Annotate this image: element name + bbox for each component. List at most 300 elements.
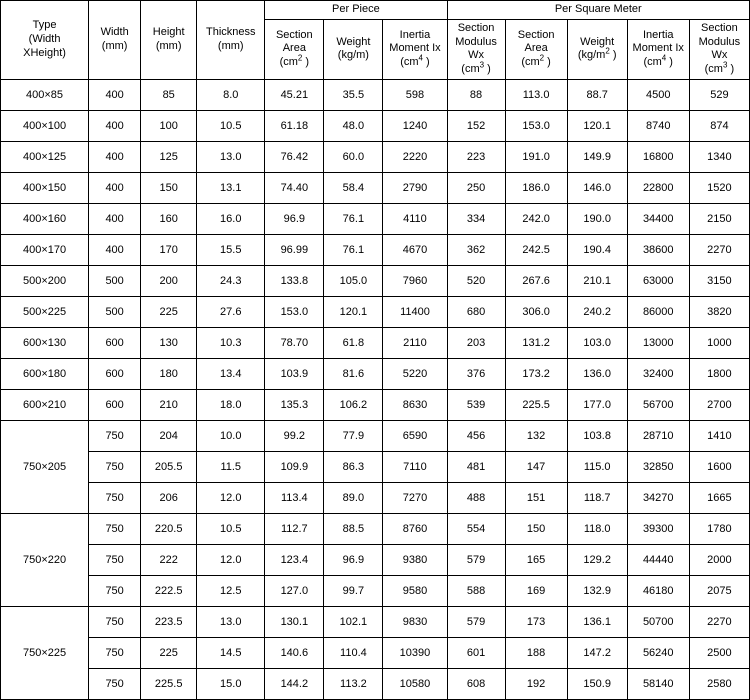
cell-sm-section-modulus: 874 [689,110,749,141]
cell-pp-section-modulus: 456 [447,420,505,451]
pp-area-line2: Area [282,42,306,55]
cell-pp-section-modulus: 579 [447,606,505,637]
cell-type: 400×100 [1,110,89,141]
cell-height: 200 [141,265,197,296]
cell-type: 400×150 [1,172,89,203]
cell-thickness: 10.3 [197,327,265,358]
cell-sm-inertia-moment: 50700 [627,606,689,637]
cell-pp-section-modulus: 203 [447,327,505,358]
cell-type: 400×160 [1,203,89,234]
table-row [1,606,750,637]
sm-weight-unit-text: (kg/m [577,49,606,62]
cell-height: 220.5 [141,513,197,544]
column-header-sm-weight [567,19,627,79]
pp-ix-unit-end: ) [422,56,430,69]
cell-height: 206 [141,482,197,513]
cell-sm-weight: 190.4 [567,234,627,265]
cell-pp-weight: 105.0 [324,265,383,296]
cell-sm-section-area: 191.0 [505,141,567,172]
cell-pp-section-modulus: 488 [447,482,505,513]
cell-thickness: 27.6 [197,296,265,327]
pp-area-unit-end: ) [302,56,310,69]
cell-sm-inertia-moment: 34400 [627,203,689,234]
cell-sm-inertia-moment: 8740 [627,110,689,141]
table-row [1,172,750,203]
cell-pp-section-area: 140.6 [265,637,324,668]
cell-pp-weight: 120.1 [324,296,383,327]
cell-sm-weight: 136.0 [567,358,627,389]
cell-sm-section-modulus: 1410 [689,420,749,451]
cell-sm-section-area: 188 [505,637,567,668]
cell-width: 750 [89,544,141,575]
sm-area-unit-text: (cm [521,56,540,69]
cell-width: 750 [89,668,141,699]
cell-thickness: 10.0 [197,420,265,451]
cell-sm-section-modulus: 1800 [689,358,749,389]
cell-sm-weight: 150.9 [567,668,627,699]
cell-pp-section-modulus: 250 [447,172,505,203]
cell-sm-section-area: 186.0 [505,172,567,203]
cell-pp-inertia-moment: 7960 [383,265,447,296]
thickness-label: Thickness [205,26,256,39]
width-label: Width [100,26,129,39]
sm-wx-unit-end: ) [727,63,735,75]
sm-ix-line1: Inertia [642,28,674,41]
cell-pp-inertia-moment: 7270 [383,482,447,513]
cell-sm-section-modulus: 1340 [689,141,749,172]
cell-pp-inertia-moment: 5220 [383,358,447,389]
cell-pp-weight: 106.2 [324,389,383,420]
cell-pp-weight: 61.8 [324,327,383,358]
cell-height: 160 [141,203,197,234]
cell-thickness: 10.5 [197,513,265,544]
cell-pp-inertia-moment: 6590 [383,420,447,451]
cell-pp-weight: 102.1 [324,606,383,637]
cell-sm-section-modulus: 3150 [689,265,749,296]
cell-pp-inertia-moment: 9580 [383,575,447,606]
type-line-3: XHeight) [23,46,66,59]
cell-height: 85 [141,79,197,110]
cell-height: 204 [141,420,197,451]
cell-pp-section-modulus: 539 [447,389,505,420]
cell-sm-inertia-moment: 22800 [627,172,689,203]
pp-weight-line1: Weight [336,35,371,48]
ppwx-line2: Modulus Wx [455,35,497,62]
pp-ix-line1: Inertia [399,28,431,41]
cell-width: 500 [89,265,141,296]
cell-width: 750 [89,451,141,482]
table-row [1,668,750,699]
cell-pp-weight: 58.4 [324,172,383,203]
cell-thickness: 13.4 [197,358,265,389]
sm-wx-line2: Modulus Wx [698,35,741,62]
cell-pp-section-modulus: 520 [447,265,505,296]
cell-width: 400 [89,141,141,172]
cell-pp-inertia-moment: 4670 [383,234,447,265]
cell-sm-inertia-moment: 28710 [627,420,689,451]
cell-width: 600 [89,358,141,389]
cell-pp-section-area: 109.9 [265,451,324,482]
cell-sm-weight: 103.8 [567,420,627,451]
ppwx-unit-end: ) [484,63,491,75]
cell-sm-section-area: 225.5 [505,389,567,420]
cell-sm-section-area: 150 [505,513,567,544]
cell-thickness: 8.0 [197,79,265,110]
sm-wx-unit-text: (cm [704,63,723,75]
cell-sm-section-modulus: 2000 [689,544,749,575]
cell-sm-section-area: 169 [505,575,567,606]
cell-pp-section-area: 96.9 [265,203,324,234]
cell-pp-inertia-moment: 4110 [383,203,447,234]
cell-pp-weight: 89.0 [324,482,383,513]
cell-pp-section-area: 74.40 [265,172,324,203]
sm-area-line2: Area [524,42,548,55]
column-header-thickness [197,1,265,80]
cell-pp-weight: 110.4 [324,637,383,668]
cell-sm-weight: 88.7 [567,79,627,110]
pp-ix-unit-sup: 4 [418,53,423,63]
cell-sm-inertia-moment: 58140 [627,668,689,699]
cell-sm-inertia-moment: 46180 [627,575,689,606]
cell-sm-section-area: 147 [505,451,567,482]
cell-pp-section-area: 135.3 [265,389,324,420]
column-header-pp-inertia-moment [383,19,447,79]
sm-area-unit [507,53,566,70]
cell-pp-weight: 76.1 [324,203,383,234]
cell-sm-weight: 118.0 [567,513,627,544]
cell-pp-section-area: 78.70 [265,327,324,358]
column-header-pp-section-area [265,19,324,79]
table-row [1,637,750,668]
cell-sm-section-modulus: 2500 [689,637,749,668]
cell-sm-inertia-moment: 34270 [627,482,689,513]
cell-thickness: 13.0 [197,141,265,172]
cell-pp-section-area: 144.2 [265,668,324,699]
cell-width: 750 [89,575,141,606]
table-row [1,544,750,575]
cell-pp-weight: 48.0 [324,110,383,141]
group-header-per-piece: Per Piece [265,1,447,20]
cell-sm-section-modulus: 2150 [689,203,749,234]
cell-pp-weight: 96.9 [324,544,383,575]
cell-width: 500 [89,296,141,327]
sm-ix-unit [629,53,688,70]
cell-sm-section-area: 267.6 [505,265,567,296]
cell-sm-section-modulus: 2075 [689,575,749,606]
cell-pp-weight: 113.2 [324,668,383,699]
cell-sm-weight: 190.0 [567,203,627,234]
cell-width: 750 [89,513,141,544]
table-header [1,1,750,80]
ppwx-line1: Section [457,21,495,34]
cell-sm-section-area: 132 [505,420,567,451]
cell-sm-inertia-moment: 56240 [627,637,689,668]
cell-pp-section-modulus: 152 [447,110,505,141]
cell-thickness: 15.0 [197,668,265,699]
column-header-sm-section-modulus [689,19,749,79]
sm-weight-unit-end: ) [609,49,617,62]
column-header-sm-section-area [505,19,567,79]
table-row [1,513,750,544]
sm-area-line1: Section [517,28,555,41]
cell-pp-section-area: 153.0 [265,296,324,327]
cell-height: 130 [141,327,197,358]
cell-height: 210 [141,389,197,420]
cell-sm-weight: 115.0 [567,451,627,482]
pp-ix-unit-text: (cm [400,56,419,69]
cell-sm-inertia-moment: 44440 [627,544,689,575]
table-row [1,234,750,265]
cell-height: 205.5 [141,451,197,482]
table-row [1,296,750,327]
cell-sm-section-modulus: 1665 [689,482,749,513]
cell-thickness: 24.3 [197,265,265,296]
sm-ix-line2: Moment Ix [632,42,684,55]
column-header-pp-weight [324,19,383,79]
group-header-per-square-meter: Per Square Meter [447,1,749,20]
cell-pp-inertia-moment: 8760 [383,513,447,544]
pp-area-line1: Section [275,28,313,41]
cell-pp-section-area: 133.8 [265,265,324,296]
cell-height: 225 [141,296,197,327]
cell-sm-weight: 136.1 [567,606,627,637]
cell-height: 170 [141,234,197,265]
cell-pp-weight: 86.3 [324,451,383,482]
cell-sm-section-modulus: 529 [689,79,749,110]
cell-type: 600×210 [1,389,89,420]
cell-height: 225.5 [141,668,197,699]
cell-type: 500×200 [1,265,89,296]
column-header-pp-section-modulus [447,19,505,79]
pp-weight-unit-text: (kg/m) [337,49,369,62]
cell-sm-section-modulus: 1780 [689,513,749,544]
cell-sm-weight: 147.2 [567,637,627,668]
table-row [1,420,750,451]
cell-sm-weight: 129.2 [567,544,627,575]
pp-area-unit [266,53,322,70]
cell-type: 750×205 [1,420,89,513]
cell-pp-inertia-moment: 2220 [383,141,447,172]
cell-pp-section-modulus: 376 [447,358,505,389]
cell-sm-section-modulus: 2700 [689,389,749,420]
column-header-width [89,1,141,80]
table-row [1,451,750,482]
cell-sm-weight: 240.2 [567,296,627,327]
cell-width: 400 [89,234,141,265]
cell-sm-weight: 103.0 [567,327,627,358]
cell-thickness: 14.5 [197,637,265,668]
cell-type: 600×180 [1,358,89,389]
cell-pp-inertia-moment: 7110 [383,451,447,482]
cell-height: 222.5 [141,575,197,606]
type-line-1: Type [32,19,57,32]
sm-wx-line1: Section [701,21,738,34]
table-row [1,482,750,513]
table-row [1,575,750,606]
cell-width: 750 [89,420,141,451]
pp-area-unit-text: (cm [279,56,298,69]
width-unit: (mm) [101,39,128,52]
cell-sm-section-modulus: 2270 [689,606,749,637]
height-unit: (mm) [155,39,182,52]
cell-pp-inertia-moment: 8630 [383,389,447,420]
cell-sm-inertia-moment: 32850 [627,451,689,482]
cell-pp-inertia-moment: 10390 [383,637,447,668]
table-row [1,79,750,110]
cell-thickness: 13.1 [197,172,265,203]
cell-sm-section-area: 131.2 [505,327,567,358]
cell-sm-section-modulus: 2270 [689,234,749,265]
cell-pp-inertia-moment: 1240 [383,110,447,141]
cell-thickness: 12.0 [197,544,265,575]
cell-sm-inertia-moment: 63000 [627,265,689,296]
cell-sm-weight: 210.1 [567,265,627,296]
cell-pp-section-area: 112.7 [265,513,324,544]
sm-weight-unit [569,46,626,63]
cell-pp-section-modulus: 334 [447,203,505,234]
cell-width: 400 [89,110,141,141]
cell-sm-section-area: 192 [505,668,567,699]
cell-pp-inertia-moment: 598 [383,79,447,110]
cell-type: 500×225 [1,296,89,327]
cell-sm-weight: 177.0 [567,389,627,420]
cell-pp-section-area: 76.42 [265,141,324,172]
cell-pp-section-modulus: 554 [447,513,505,544]
cell-pp-section-area: 130.1 [265,606,324,637]
pp-ix-unit [384,53,445,70]
cell-height: 225 [141,637,197,668]
cell-height: 223.5 [141,606,197,637]
cell-width: 750 [89,482,141,513]
cell-height: 150 [141,172,197,203]
cell-sm-inertia-moment: 16800 [627,141,689,172]
cell-thickness: 10.5 [197,110,265,141]
cell-pp-section-area: 103.9 [265,358,324,389]
table-row [1,389,750,420]
ppwx-unit [449,60,504,77]
cell-pp-section-modulus: 608 [447,668,505,699]
cell-thickness: 13.0 [197,606,265,637]
cell-sm-section-area: 151 [505,482,567,513]
cell-sm-inertia-moment: 86000 [627,296,689,327]
cell-pp-section-modulus: 579 [447,544,505,575]
cell-pp-inertia-moment: 9830 [383,606,447,637]
cell-height: 100 [141,110,197,141]
cell-type: 400×170 [1,234,89,265]
cell-sm-weight: 120.1 [567,110,627,141]
cell-width: 600 [89,389,141,420]
cell-sm-weight: 149.9 [567,141,627,172]
cell-pp-section-area: 96.99 [265,234,324,265]
cell-pp-weight: 76.1 [324,234,383,265]
cell-sm-section-modulus: 1600 [689,451,749,482]
cell-pp-weight: 99.7 [324,575,383,606]
cell-pp-weight: 81.6 [324,358,383,389]
column-header-type [1,1,89,80]
cell-sm-inertia-moment: 56700 [627,389,689,420]
cell-pp-inertia-moment: 9380 [383,544,447,575]
table-body [1,79,750,699]
cell-pp-inertia-moment: 2110 [383,327,447,358]
cell-pp-section-area: 123.4 [265,544,324,575]
column-header-height [141,1,197,80]
pp-weight-unit [325,49,381,63]
cell-sm-section-modulus: 1520 [689,172,749,203]
cell-thickness: 18.0 [197,389,265,420]
cell-type: 600×130 [1,327,89,358]
cell-pp-inertia-moment: 10580 [383,668,447,699]
cell-type: 750×220 [1,513,89,606]
cell-sm-section-area: 153.0 [505,110,567,141]
cell-sm-section-modulus: 3820 [689,296,749,327]
type-line-2: (Width [28,33,61,45]
cell-sm-inertia-moment: 4500 [627,79,689,110]
column-header-sm-inertia-moment [627,19,689,79]
cell-pp-weight: 35.5 [324,79,383,110]
header-row-top [1,1,750,20]
pp-area-unit-sup: 2 [297,53,303,63]
cell-width: 750 [89,637,141,668]
cell-pp-weight: 77.9 [324,420,383,451]
sm-area-unit-sup: 2 [539,53,545,63]
pp-ix-line2: Moment Ix [389,42,441,55]
cell-sm-inertia-moment: 39300 [627,513,689,544]
sm-ix-unit-end: ) [666,56,673,69]
table-row [1,327,750,358]
table-row [1,358,750,389]
cell-sm-inertia-moment: 38600 [627,234,689,265]
cell-height: 180 [141,358,197,389]
cell-pp-weight: 88.5 [324,513,383,544]
cell-sm-section-modulus: 1000 [689,327,749,358]
table-row [1,141,750,172]
sm-area-unit-end: ) [544,56,551,69]
cell-height: 125 [141,141,197,172]
cell-width: 400 [89,203,141,234]
sm-weight-line1: Weight [580,35,615,48]
table-row [1,110,750,141]
cell-thickness: 15.5 [197,234,265,265]
cell-width: 750 [89,606,141,637]
sm-wx-unit-sup: 3 [722,60,728,70]
cell-pp-inertia-moment: 11400 [383,296,447,327]
table-row [1,265,750,296]
cell-pp-section-modulus: 588 [447,575,505,606]
cell-pp-section-modulus: 601 [447,637,505,668]
cell-thickness: 11.5 [197,451,265,482]
cell-pp-section-area: 99.2 [265,420,324,451]
cell-type: 750×225 [1,606,89,699]
cell-sm-weight: 118.7 [567,482,627,513]
cell-pp-section-modulus: 223 [447,141,505,172]
cell-pp-inertia-moment: 2790 [383,172,447,203]
cell-pp-weight: 60.0 [324,141,383,172]
cell-thickness: 16.0 [197,203,265,234]
cell-pp-section-modulus: 481 [447,451,505,482]
cell-pp-section-area: 61.18 [265,110,324,141]
cell-pp-section-area: 45.21 [265,79,324,110]
cell-sm-section-area: 242.0 [505,203,567,234]
cell-pp-section-modulus: 88 [447,79,505,110]
cell-type: 400×85 [1,79,89,110]
cell-sm-section-area: 173 [505,606,567,637]
cell-width: 400 [89,172,141,203]
cell-thickness: 12.0 [197,482,265,513]
cell-sm-section-area: 306.0 [505,296,567,327]
cell-sm-section-modulus: 2580 [689,668,749,699]
ppwx-unit-text: (cm [461,63,480,75]
cell-sm-weight: 146.0 [567,172,627,203]
